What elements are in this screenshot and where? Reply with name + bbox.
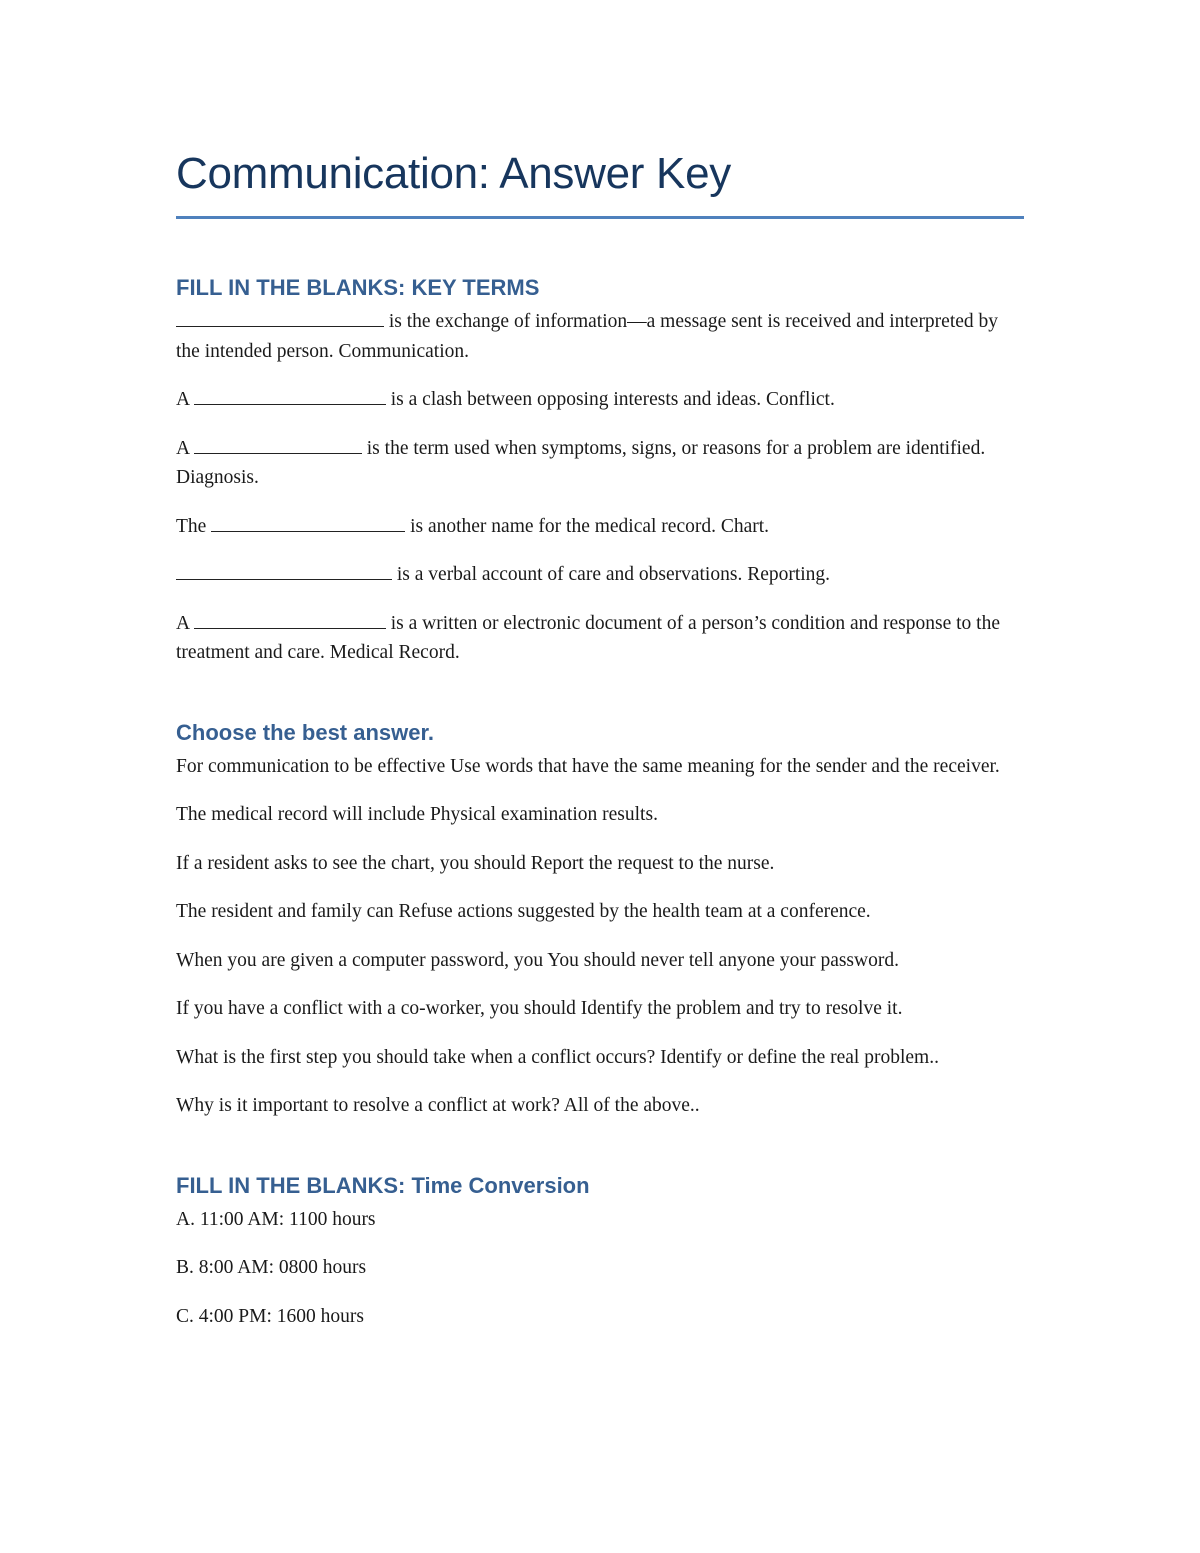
answer-item: What is the first step you should take when a conflict occurs? Identify or define the real problem.. [176,1046,939,1068]
item-text: is the exchange of information—a message sent is received and interpreted by the intended person. Communication. [176,311,999,362]
section-heading-time-conversion: FILL IN THE BLANKS: Time Conversion [176,1172,590,1198]
section-heading-key-terms: FILL IN THE BLANKS: KEY TERMS [176,275,540,300]
fill-blank-item [176,560,1026,590]
time-item: C. 4:00 PM: 1600 hours [176,1305,364,1327]
fill-blank-item [176,385,1026,415]
item-prefix: The [176,515,212,537]
answer-item: The resident and family can Refuse actions suggested by the health team at a conference. [176,901,871,922]
answer-blank[interactable] [176,308,384,327]
answer-item: If a resident asks to see the chart, you should Report the request to the nurse. [176,852,775,874]
answer-blank[interactable] [176,561,392,580]
section-spacer [176,687,1026,718]
document-page [176,140,1026,1350]
fill-blank-item [176,609,1026,668]
document-title: Communication: Answer Key [176,149,731,198]
item-text: is the term used when symptoms, signs, or reasons for a problem are identified. Diagnosis. [176,437,986,488]
item-text: is a written or electronic document of a person’s condition and response to the treatment and care. Medical Record. [176,612,1000,663]
answer-item: The medical record will include Physical examination results. [176,804,658,825]
section-key-terms [176,273,1026,668]
answer-blank[interactable] [194,386,386,405]
item-text: is another name for the medical record. Chart. [405,515,770,537]
answer-item: For communication to be effective Use words that have the same meaning for the sender and the receiver. [176,755,1000,777]
title-underline [176,216,1024,219]
answer-item: Why is it important to resolve a conflict at work? All of the above.. [176,1095,700,1116]
item-prefix: A [176,612,194,634]
section-spacer [176,1140,1026,1171]
time-item: A. 11:00 AM: 1100 hours [176,1208,376,1230]
fill-blank-item [176,434,1026,493]
fill-blank-item [176,512,1026,542]
time-item: B. 8:00 AM: 0800 hours [176,1257,367,1278]
answer-item: When you are given a computer password, you You should never tell anyone your password. [176,949,899,971]
item-prefix: A [176,437,194,459]
section-heading-best-answer: Choose the best answer. [176,719,434,745]
item-text: is a clash between opposing interests and ideas. Conflict. [385,389,835,410]
item-text: is a verbal account of care and observations. Reporting. [392,564,831,585]
section-best-answer [176,718,1026,1121]
item-prefix: A [176,389,194,410]
fill-blank-item [176,307,1026,366]
section-time-conversion [176,1171,1026,1332]
answer-item: If you have a conflict with a co-worker, you should Identify the problem and try to resolve it. [176,998,903,1019]
answer-blank[interactable] [194,435,362,454]
answer-blank[interactable] [194,610,386,629]
answer-blank[interactable] [211,513,405,532]
